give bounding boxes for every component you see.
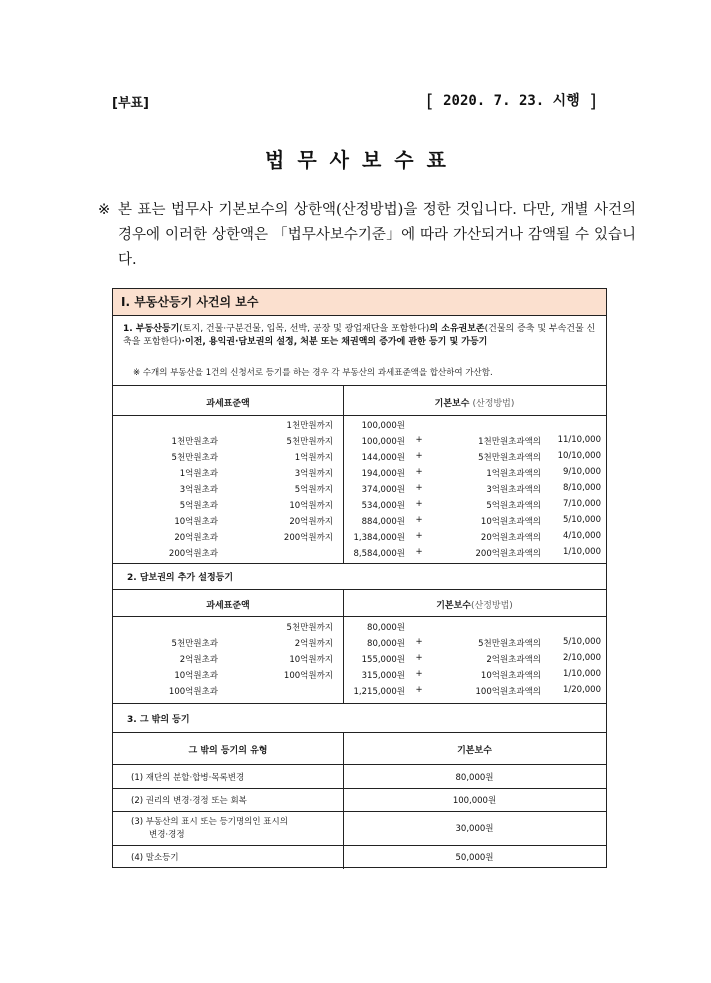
item1-description: 1. 부동산등기(토지, 건물·구분건물, 입목, 선박, 공장 및 광업재단을 포함한다)의 소유권보존(건물의 증축 및 부속건물 신축을 포함한다)·이전, 용익권·담보권의 설정, 처분 또는 채권액의 증가에 관한 등기 및 가등기 <box>123 324 596 347</box>
divider <box>113 703 606 704</box>
t1rows-row4-from: 1억원초과 <box>179 469 218 479</box>
divider <box>113 589 606 590</box>
divider <box>113 811 606 812</box>
t1rows-row2-over: 1천만원초과액의 <box>478 437 541 447</box>
t2rows-row2-from: 5천만원초과 <box>171 639 218 649</box>
t1rows-row6-over: 5억원초과액의 <box>486 501 541 511</box>
t1rows-row3-base: 144,000원 <box>361 453 405 463</box>
t1rows-row5-rate: 8/10,000 <box>562 483 601 493</box>
t1rows-row7-rate: 5/10,000 <box>562 515 601 525</box>
t3-row4-type: (4) 말소등기 <box>131 853 179 863</box>
t1rows-row5-from: 3억원초과 <box>179 485 218 495</box>
t1rows-row5-plus: + <box>415 483 423 493</box>
t2rows-row4-plus: + <box>415 669 423 679</box>
t1rows-row9-from: 200억원초과 <box>168 549 218 559</box>
section-heading: Ⅰ. 부동산등기 사건의 보수 <box>113 289 606 316</box>
t2rows-row3-to: 10억원까지 <box>289 655 333 665</box>
t1rows-row6-rate: 7/10,000 <box>562 499 601 509</box>
t1rows-row3-from: 5천만원초과 <box>171 453 218 463</box>
t1rows-row7-base: 884,000원 <box>361 517 405 527</box>
t3-row3-type-cont: 변경·경정 <box>149 830 185 840</box>
t2rows-row1-base: 80,000원 <box>367 623 405 633</box>
t2rows-row2-plus: + <box>415 637 423 647</box>
appendix-label: [부표] <box>112 96 149 111</box>
t1rows-row2-from: 1천만원초과 <box>171 437 218 447</box>
t1rows-row3-rate: 10/10,000 <box>557 451 601 461</box>
divider <box>113 415 606 416</box>
t1rows-row8-rate: 4/10,000 <box>562 531 601 541</box>
t2-col-base-fee: 기본보수(산정방법) <box>436 601 513 611</box>
t3-col-base-fee: 기본보수 <box>457 746 492 756</box>
t1rows-row2-plus: + <box>415 435 423 445</box>
t1rows-row1-base: 100,000원 <box>361 421 405 431</box>
note-mark: ※ <box>98 202 111 218</box>
t1rows-row2-to: 5천만원까지 <box>286 437 333 447</box>
fee-table-frame <box>112 288 607 868</box>
t2rows-row3-over: 2억원초과액의 <box>486 655 541 665</box>
t1rows-row7-plus: + <box>415 515 423 525</box>
t1rows-row4-plus: + <box>415 467 423 477</box>
divider <box>113 764 606 765</box>
t1rows-row8-base: 1,384,000원 <box>353 533 405 543</box>
t1rows-row4-base: 194,000원 <box>361 469 405 479</box>
t1-col-tax-base: 과세표준액 <box>206 399 250 409</box>
t1rows-row5-to: 5억원까지 <box>294 485 333 495</box>
t1rows-row1-to: 1천만원까지 <box>286 421 333 431</box>
t2rows-row4-rate: 1/10,000 <box>562 669 601 679</box>
page-title: 법무사보수표 <box>265 148 459 172</box>
t2rows-row3-from: 2억원초과 <box>179 655 218 665</box>
t2rows-row4-from: 10억원초과 <box>174 671 218 681</box>
t2rows-row5-from: 100억원초과 <box>168 687 218 697</box>
t2rows-row4-to: 100억원까지 <box>283 671 333 681</box>
t3-row1-fee: 80,000원 <box>455 773 494 783</box>
t2rows-row2-to: 2억원까지 <box>294 639 333 649</box>
t2-col-tax-base: 과세표준액 <box>206 601 250 611</box>
t2rows-row4-base: 315,000원 <box>361 671 405 681</box>
column-divider <box>343 385 344 563</box>
t2rows-row5-base: 1,215,000원 <box>353 687 405 697</box>
t1-col-base-fee: 기본보수 (산정방법) <box>434 399 515 409</box>
divider <box>113 616 606 617</box>
t2rows-row5-over: 100억원초과액의 <box>475 687 541 697</box>
divider <box>113 385 606 386</box>
effective-date: [ 2020. 7. 23. 시행 ] <box>423 91 599 112</box>
t1rows-row8-from: 20억원초과 <box>174 533 218 543</box>
t1rows-row8-over: 20억원초과액의 <box>480 533 541 543</box>
t1rows-row3-to: 1억원까지 <box>294 453 333 463</box>
t2rows-row2-rate: 5/10,000 <box>562 637 601 647</box>
t3-row4-fee: 50,000원 <box>455 853 494 863</box>
t1rows-row5-over: 3억원초과액의 <box>486 485 541 495</box>
t2rows-row1-to: 5천만원까지 <box>286 623 333 633</box>
t1rows-row4-over: 1억원초과액의 <box>486 469 541 479</box>
t1rows-row9-base: 8,584,000원 <box>353 549 405 559</box>
t2rows-row2-base: 80,000원 <box>367 639 405 649</box>
divider <box>113 845 606 846</box>
item1-note: ※ 수개의 부동산을 1건의 신청서로 등기를 하는 경우 각 부동산의 과세표준액을 합산하여 가산함. <box>133 368 493 378</box>
t1rows-row7-to: 20억원까지 <box>289 517 333 527</box>
t1rows-row9-over: 200억원초과액의 <box>475 549 541 559</box>
t3-row2-type: (2) 권리의 변경·경정 또는 회복 <box>131 796 247 806</box>
t3-col-type: 그 밖의 등기의 유형 <box>188 746 268 756</box>
t3-row1-type: (1) 재단의 분할·합병·목록변경 <box>131 773 245 783</box>
t1rows-row3-plus: + <box>415 451 423 461</box>
divider <box>113 732 606 733</box>
t1rows-row6-to: 10억원까지 <box>289 501 333 511</box>
divider <box>113 563 606 564</box>
t1rows-row7-from: 10억원초과 <box>174 517 218 527</box>
t3-row2-fee: 100,000원 <box>452 796 497 806</box>
t2rows-row3-base: 155,000원 <box>361 655 405 665</box>
divider <box>113 788 606 789</box>
t1rows-row7-over: 10억원초과액의 <box>480 517 541 527</box>
t1rows-row8-to: 200억원까지 <box>283 533 333 543</box>
t1rows-row6-base: 534,000원 <box>361 501 405 511</box>
t2rows-row3-rate: 2/10,000 <box>562 653 601 663</box>
t1rows-row4-to: 3억원까지 <box>294 469 333 479</box>
t1rows-row2-rate: 11/10,000 <box>557 435 601 445</box>
t2rows-row5-plus: + <box>415 685 423 695</box>
t1rows-row9-rate: 1/10,000 <box>562 547 601 557</box>
t1rows-row4-rate: 9/10,000 <box>562 467 601 477</box>
t2rows-row2-over: 5천만원초과액의 <box>478 639 541 649</box>
t2rows-row4-over: 10억원초과액의 <box>480 671 541 681</box>
t1rows-row8-plus: + <box>415 531 423 541</box>
item2-heading: 2. 담보권의 추가 설정등기 <box>127 573 234 583</box>
t1rows-row9-plus: + <box>415 547 423 557</box>
note-text: 본 표는 법무사 기본보수의 상한액(산정방법)을 정한 것입니다. 다만, 개별 사건의 경우에 이러한 상한액은 「법무사보수기준」에 따라 가산되거나 감액될 수 있습니다. <box>118 202 636 268</box>
t2rows-row3-plus: + <box>415 653 423 663</box>
t2rows-row5-rate: 1/20,000 <box>562 685 601 695</box>
t1rows-row2-base: 100,000원 <box>361 437 405 447</box>
t1rows-row5-base: 374,000원 <box>361 485 405 495</box>
t3-row3-fee: 30,000원 <box>455 824 494 834</box>
item3-heading: 3. 그 밖의 등기 <box>127 715 190 725</box>
t3-row3-type: (3) 부동산의 표시 또는 등기명의인 표시의 <box>131 817 288 827</box>
t1rows-row6-from: 5억원초과 <box>179 501 218 511</box>
t1rows-row3-over: 5천만원초과액의 <box>478 453 541 463</box>
t1rows-row6-plus: + <box>415 499 423 509</box>
